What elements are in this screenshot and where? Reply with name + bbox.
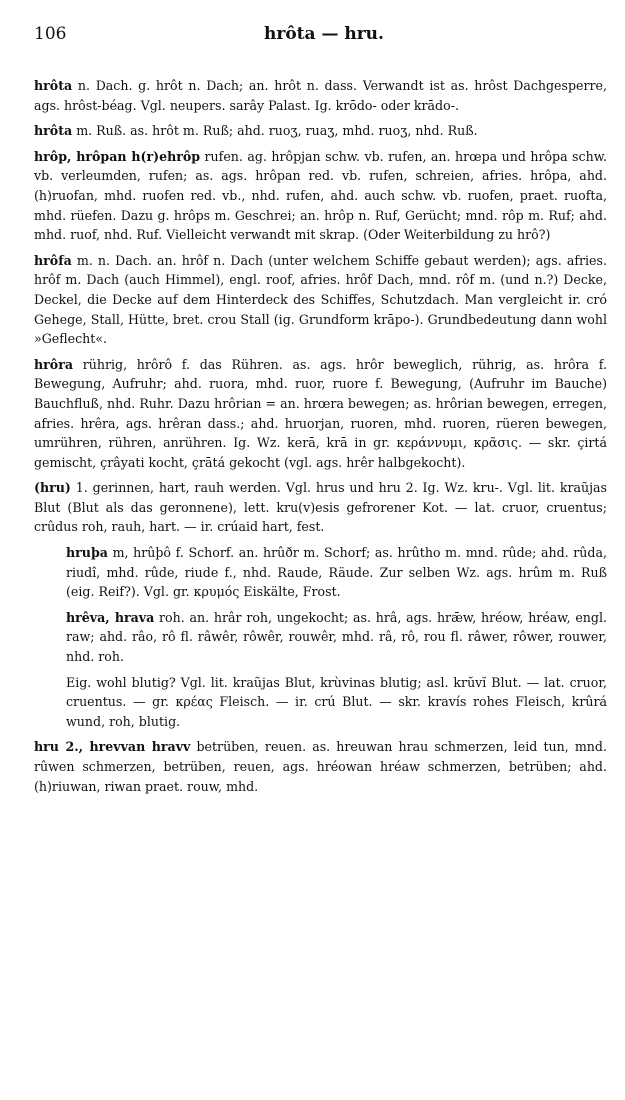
headword: hru 2., hrevvan hravv [34, 739, 191, 755]
entry-text: roh. an. hrâr roh, ungekocht; as. hrâ, ags. hrǣw, hréow, hréaw, engl. raw; ahd. râo, rô fl. râwêr, rôwêr, rouwêr, mhd. râ, rô, rou fl. râwer, rôwer, rouwer, nhd. roh. [66, 609, 607, 665]
entry-text: rufen. ag. hrôpjan schw. vb. rufen, an. hrœpa und hrôpa schw. vb. verleumden, rufen; as. ags. hrôpan red. vb. rufen, schreien, afries. hrôpa, ahd. (h)ruofan, mhd. ruofen red. vb., nhd. rufen, ahd. auch schw. vb. ruofen, praet. ruofta, mhd. rüefen. Dazu g. hrôps m. Geschrei; an. hrôp n. Ruf, Gerücht; mnd. rôp m. Ruf; ahd. mhd. ruof, nhd. Ruf. Vielleicht verwandt mit skrap. (Oder Weiterbildung zu hrô?) [34, 148, 607, 243]
running-title: hrôta — hru. [264, 24, 384, 44]
headword: (hru) [34, 480, 71, 496]
headword: hrôta [34, 123, 73, 139]
page-header [34, 24, 607, 54]
entry-text: 1. gerinnen, hart, rauh werden. Vgl. hrus und hru 2. Ig. Wz. kru-. Vgl. lit. kraũjas Blut (Blut als das geronnene), lett. kru(v)esis gefrorener Kot. — lat. cruor, cruentus; crûdus roh, rauh, hart. — ir. crúaid hart, fest. [34, 480, 607, 535]
headword: hrôp, hrôpan h(r)ehrôp [34, 148, 201, 164]
headword: hrôta [34, 78, 73, 93]
entry-text: betrüben, reuen. as. hreuwan hrau schmerzen, leid tun, mnd. rûwen schmerzen, betrüben, reuen, ags. hréowan hréaw schmerzen, betrüben; ahd. (h)riuwan, riwan praet. rouw, mhd. [34, 739, 607, 794]
entry-hrofa [34, 251, 607, 349]
entry-text: Eig. wohl blutig? Vgl. lit. kraũjas Blut, krùvinas blutig; asl. krŭvĭ Blut. — lat. cruor, cruentus. — gr. κρέας Fleisch. — ir. crú Blut. — skr. kravís rohes Fleisch, krûrá wund, roh, blutig. [66, 674, 607, 729]
entry-hru-1 [34, 478, 607, 537]
headword: hrôfa [34, 252, 72, 268]
page-number: 106 [34, 24, 67, 44]
entry-text: m. Ruß. as. hrôt m. Ruß; ahd. ruoʒ, ruaʒ, mhd. ruoʒ, nhd. Ruß. [76, 123, 478, 139]
entry-hrop [34, 147, 607, 245]
entry-hrota-russ [34, 121, 607, 141]
entry-text: m, hrûþô f. Schorf. an. hrûðr m. Schorf; as. hrûtho m. mnd. rûde; ahd. rûda, riudî, mhd. rûde, riude f., nhd. Raude, Räude. Zur selben Wz. ags. hrûm m. Ruß (eig. Reif?). Vgl. gr. κρυμός Eiskälte, Frost. [66, 545, 607, 600]
entry-text: n. Dach. g. hrôt n. Dach; an. hrôt n. dass. Verwandt ist as. hrôst Dachgesperre, ags. hrôst-béag. Vgl. neupers. sarây Palast. Ig. krōdo- oder krādo-. [34, 78, 607, 113]
entry-hrutha [66, 543, 607, 602]
entry-hrota-dach [34, 76, 607, 115]
headword: hrôra [34, 356, 73, 372]
headword: hrêva, hrava [66, 609, 155, 625]
entry-hru-2 [34, 737, 607, 796]
entry-text: rührig, hrôrô f. das Rühren. as. ags. hrôr beweglich, rührig, as. hrôra f. Bewegung, Aufruhr; ahd. ruora, mhd. ruor, ruore f. Bewegung, (Aufruhr im Bauche) Bauchfluß, nhd. Ruhr. Dazu hrôrian = an. hrœra bewegen; as. hrôrian bewegen, erregen, afries. hrêra, ags. hrêran dass.; ahd. hruorjan, ruoren, mhd. ruoren, rüeren bewegen, umrühren, rühren, anrühren. Ig. Wz. kerā, krā in gr. κεράννυμι, κρᾶσις. — skr. çirtá gemischt, çrâyati kocht, çrātá gekocht (vgl. ags. hrêr halbgekocht). [34, 356, 607, 470]
entry-hreva-note [66, 673, 607, 732]
entry-hrora [34, 355, 607, 473]
headword: hruþa [66, 545, 108, 561]
entry-hreva [66, 608, 607, 667]
entry-text: m. n. Dach. an. hrôf n. Dach (unter welchem Schiffe gebaut werden); ags. afries. hrôf m. Dach (auch Himmel), engl. roof, afries. hrôf Dach, mnd. rôf m. (und n.?) Decke, Deckel, die Decke auf dem Hinterdeck des Schiffes, Schutzdach. Man vergleicht ir. cró Gehege, Stall, Hütte, bret. crou Stall (ig. Grundform krāpo-). Grundbedeutung dann wohl »Geflecht«. [34, 252, 607, 347]
